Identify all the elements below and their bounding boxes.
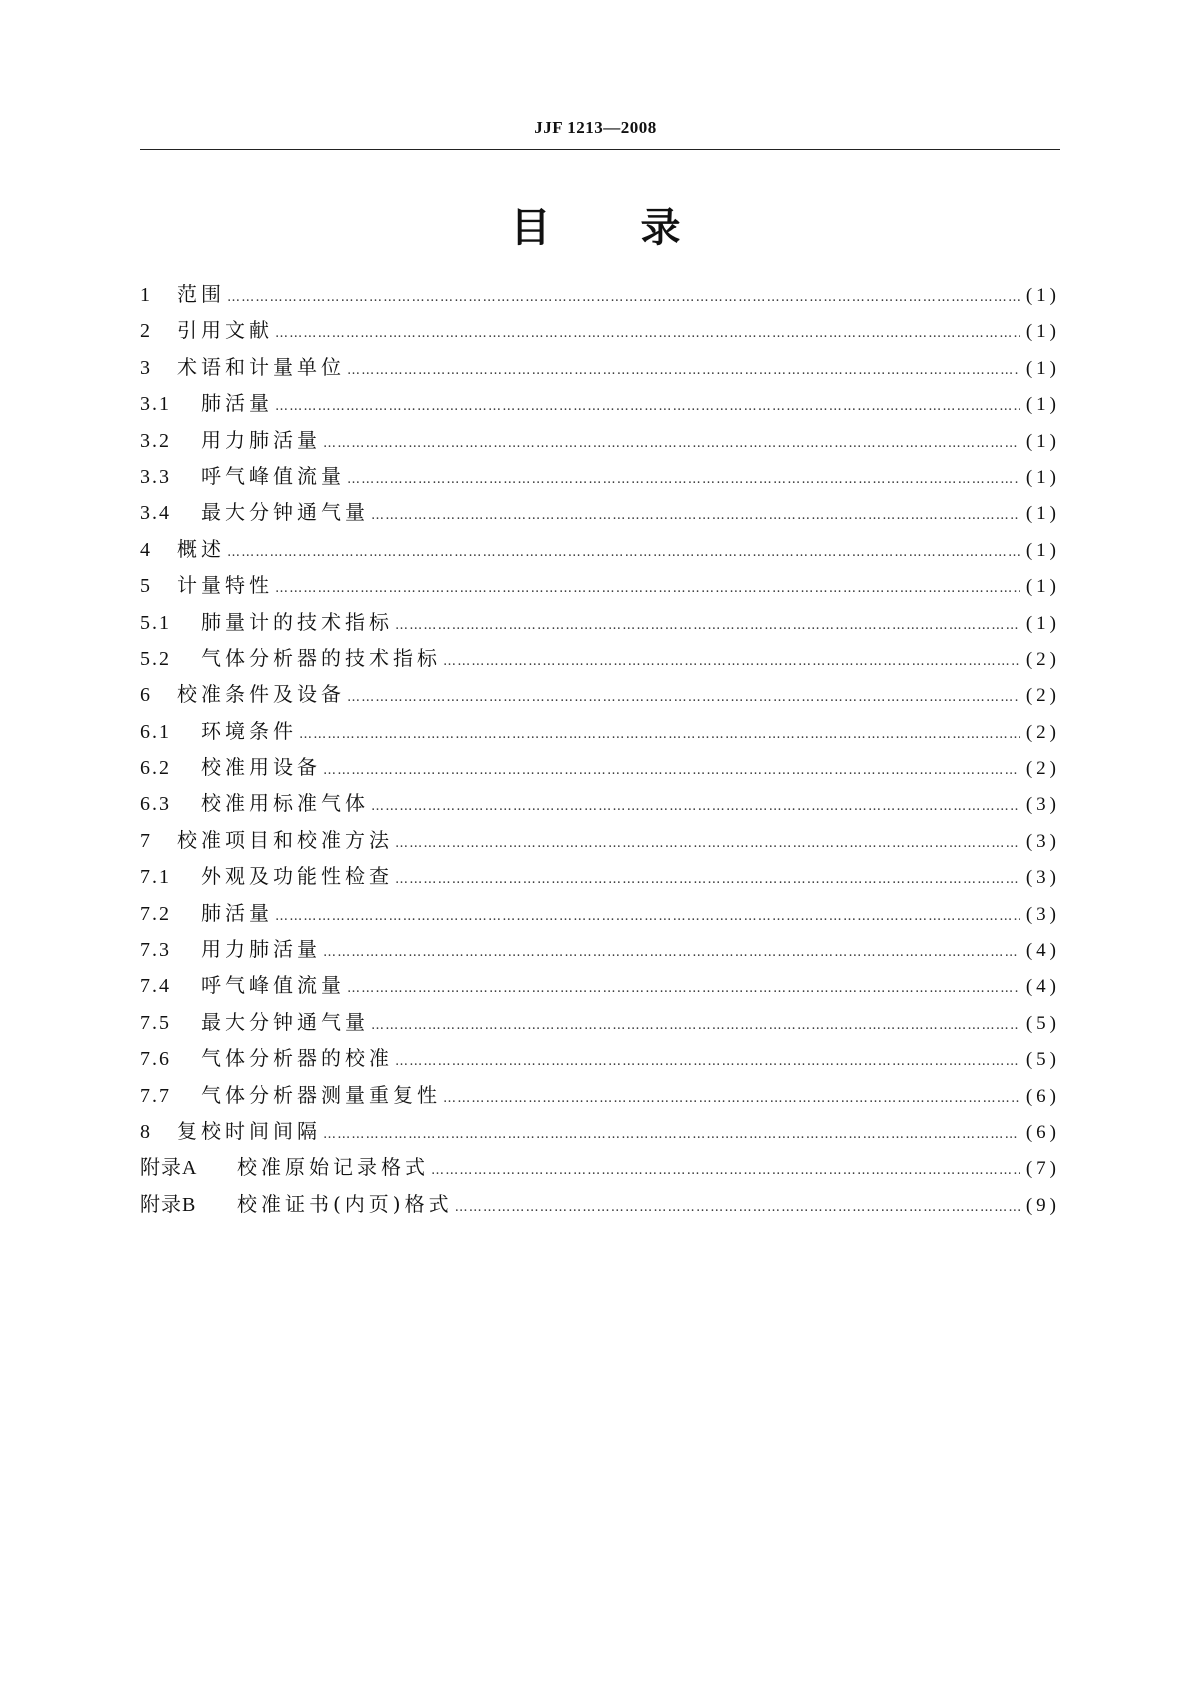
toc-entry[interactable]	[140, 1115, 1060, 1151]
toc-entry[interactable]	[140, 387, 1060, 423]
toc-entry-page: (3)	[1025, 867, 1060, 889]
dot-leader	[431, 1163, 1020, 1178]
toc-entry-title: 用力肺活量	[201, 937, 321, 962]
dot-leader	[347, 363, 1020, 378]
toc-entry[interactable]	[140, 424, 1060, 460]
toc-entry-title: 引用文献	[177, 318, 273, 343]
toc-entry[interactable]	[140, 1188, 1060, 1224]
toc-entry-number: 7.1	[140, 866, 171, 889]
dot-leader	[227, 545, 1020, 560]
toc-entry-title: 最大分钟通气量	[201, 1009, 369, 1034]
toc-entry-title: 外观及功能性检查	[201, 864, 393, 889]
dot-leader	[395, 872, 1020, 887]
dot-leader	[323, 763, 1020, 778]
toc-entry-page: (5)	[1025, 1012, 1060, 1034]
toc-entry-number: 7.3	[140, 939, 171, 962]
dot-leader	[299, 727, 1020, 742]
toc-entry[interactable]	[140, 642, 1060, 678]
toc-entry[interactable]	[140, 933, 1060, 969]
toc-entry-number: 6.2	[140, 757, 171, 780]
page-title	[0, 196, 1191, 253]
toc-entry-page: (2)	[1025, 685, 1060, 707]
toc-entry-number: 5.1	[140, 611, 171, 634]
toc-entry[interactable]	[140, 533, 1060, 569]
toc-entry[interactable]	[140, 1079, 1060, 1115]
toc-entry-title: 概述	[177, 536, 225, 561]
dot-leader	[371, 799, 1020, 814]
dot-leader	[443, 1091, 1020, 1106]
toc-entry-page: (1)	[1025, 321, 1060, 343]
toc-entry-number: 7.6	[140, 1048, 171, 1071]
toc-entry-title: 校准条件及设备	[177, 682, 345, 707]
toc-entry-number: 附录B	[140, 1193, 197, 1216]
toc-entry-page: (1)	[1025, 466, 1060, 488]
toc-entry-page: (3)	[1025, 830, 1060, 852]
toc-entry-number: 3.4	[140, 502, 171, 525]
toc-entry-number: 7.2	[140, 902, 171, 925]
toc-entry-number: 6	[140, 684, 152, 707]
dot-leader	[275, 909, 1020, 924]
toc-entry-page: (4)	[1025, 940, 1060, 962]
toc-entry[interactable]	[140, 1151, 1060, 1187]
toc-entry-number: 5	[140, 575, 152, 598]
toc-entry-title: 呼气峰值流量	[201, 973, 345, 998]
toc-entry-title: 最大分钟通气量	[201, 500, 369, 525]
toc-entry-title: 复校时间间隔	[177, 1118, 321, 1143]
toc-entry[interactable]	[140, 1042, 1060, 1078]
header-divider	[140, 149, 1060, 150]
toc-entry-page: (2)	[1025, 721, 1060, 743]
toc-entry[interactable]	[140, 969, 1060, 1005]
toc-entry-number: 1	[140, 284, 152, 306]
toc-entry-number: 3.1	[140, 393, 171, 416]
toc-entry-page: (9)	[1025, 1194, 1060, 1216]
toc-entry-title: 呼气峰值流量	[201, 463, 345, 488]
toc-entry[interactable]	[140, 278, 1060, 314]
dot-leader	[275, 399, 1020, 414]
dot-leader	[347, 472, 1020, 487]
toc-entry[interactable]	[140, 496, 1060, 532]
toc-entry-number: 5.2	[140, 647, 171, 670]
toc-entry-page: (1)	[1025, 285, 1060, 306]
dot-leader	[323, 436, 1020, 451]
toc-entry-number: 附录A	[140, 1157, 198, 1180]
toc-entry-title: 校准证书(内页)格式	[237, 1191, 453, 1216]
toc-entry-title: 气体分析器的校准	[201, 1046, 393, 1071]
toc-entry-page: (3)	[1025, 903, 1060, 925]
toc-entry-page: (1)	[1025, 612, 1060, 634]
toc-entry-number: 7.4	[140, 975, 171, 998]
toc-entry[interactable]	[140, 678, 1060, 714]
toc-entry-title: 气体分析器测量重复性	[201, 1082, 441, 1107]
dot-leader	[275, 581, 1020, 596]
toc-entry[interactable]	[140, 860, 1060, 896]
toc-entry-number: 7.7	[140, 1084, 171, 1107]
toc-entry-title: 用力肺活量	[201, 427, 321, 452]
dot-leader	[323, 1127, 1020, 1142]
toc-entry-number: 3.3	[140, 465, 171, 488]
toc-entry-page: (2)	[1025, 758, 1060, 780]
toc-entry-page: (3)	[1025, 794, 1060, 816]
toc-entry-page: (1)	[1025, 539, 1060, 561]
toc-entry-title: 肺量计的技术指标	[201, 609, 393, 634]
toc-entry-number: 4	[140, 538, 152, 561]
toc-entry[interactable]	[140, 824, 1060, 860]
toc-entry[interactable]	[140, 351, 1060, 387]
toc-entry-page: (6)	[1025, 1121, 1060, 1143]
toc-entry[interactable]	[140, 897, 1060, 933]
dot-leader	[323, 945, 1020, 960]
dot-leader	[455, 1200, 1020, 1215]
toc-entry-title: 范围	[177, 282, 225, 306]
document-code: JJF 1213—2008	[534, 118, 657, 137]
toc-entry-number: 7.5	[140, 1011, 171, 1034]
toc-entry-title: 校准项目和校准方法	[177, 827, 393, 852]
toc-entry-page: (7)	[1025, 1158, 1060, 1180]
toc-entry-title: 肺活量	[201, 391, 273, 416]
toc-entry-page: (1)	[1025, 394, 1060, 416]
title-char-2: 录	[640, 205, 681, 251]
toc-entry-title: 校准用标准气体	[201, 791, 369, 816]
dot-leader	[395, 1054, 1020, 1069]
toc-entry-page: (1)	[1025, 503, 1060, 525]
toc-entry-title: 环境条件	[201, 718, 297, 743]
toc-entry[interactable]	[140, 751, 1060, 787]
toc-entry-number: 7	[140, 829, 152, 852]
toc-entry[interactable]	[140, 1006, 1060, 1042]
title-char-1: 目	[510, 205, 551, 251]
dot-leader	[395, 836, 1020, 851]
toc-entry-title: 术语和计量单位	[177, 354, 345, 379]
dot-leader	[347, 981, 1020, 996]
toc-entry-number: 8	[140, 1120, 152, 1143]
toc-entry-page: (2)	[1025, 648, 1060, 670]
toc-entry-number: 6.3	[140, 793, 171, 816]
toc-entry-title: 气体分析器的技术指标	[201, 645, 441, 670]
toc-entry-number: 2	[140, 320, 152, 343]
toc-entry[interactable]	[140, 787, 1060, 823]
toc-entry-number: 6.1	[140, 720, 171, 743]
dot-leader	[443, 654, 1020, 669]
toc-entry-number: 3	[140, 356, 152, 379]
toc-entry-page: (1)	[1025, 576, 1060, 598]
toc-entry[interactable]	[140, 314, 1060, 350]
toc-entry-number: 3.2	[140, 429, 171, 452]
toc-entry-title: 校准原始记录格式	[237, 1155, 429, 1180]
toc-entry-title: 肺活量	[201, 900, 273, 925]
toc-entry-page: (4)	[1025, 976, 1060, 998]
toc-entry[interactable]	[140, 715, 1060, 751]
toc-entry-page: (1)	[1025, 357, 1060, 379]
toc-entry[interactable]	[140, 569, 1060, 605]
dot-leader	[347, 690, 1020, 705]
dot-leader	[395, 618, 1020, 633]
toc-entry-title: 校准用设备	[201, 755, 321, 780]
toc-entry-page: (6)	[1025, 1085, 1060, 1107]
toc-entry-title: 计量特性	[177, 573, 273, 598]
dot-leader	[371, 508, 1020, 523]
dot-leader	[275, 326, 1020, 341]
table-of-contents	[140, 278, 1060, 1224]
toc-entry-page: (1)	[1025, 430, 1060, 452]
dot-leader	[371, 1018, 1020, 1033]
toc-entry-page: (5)	[1025, 1049, 1060, 1071]
toc-entry[interactable]	[140, 460, 1060, 496]
toc-entry[interactable]	[140, 606, 1060, 642]
dot-leader	[227, 290, 1020, 305]
